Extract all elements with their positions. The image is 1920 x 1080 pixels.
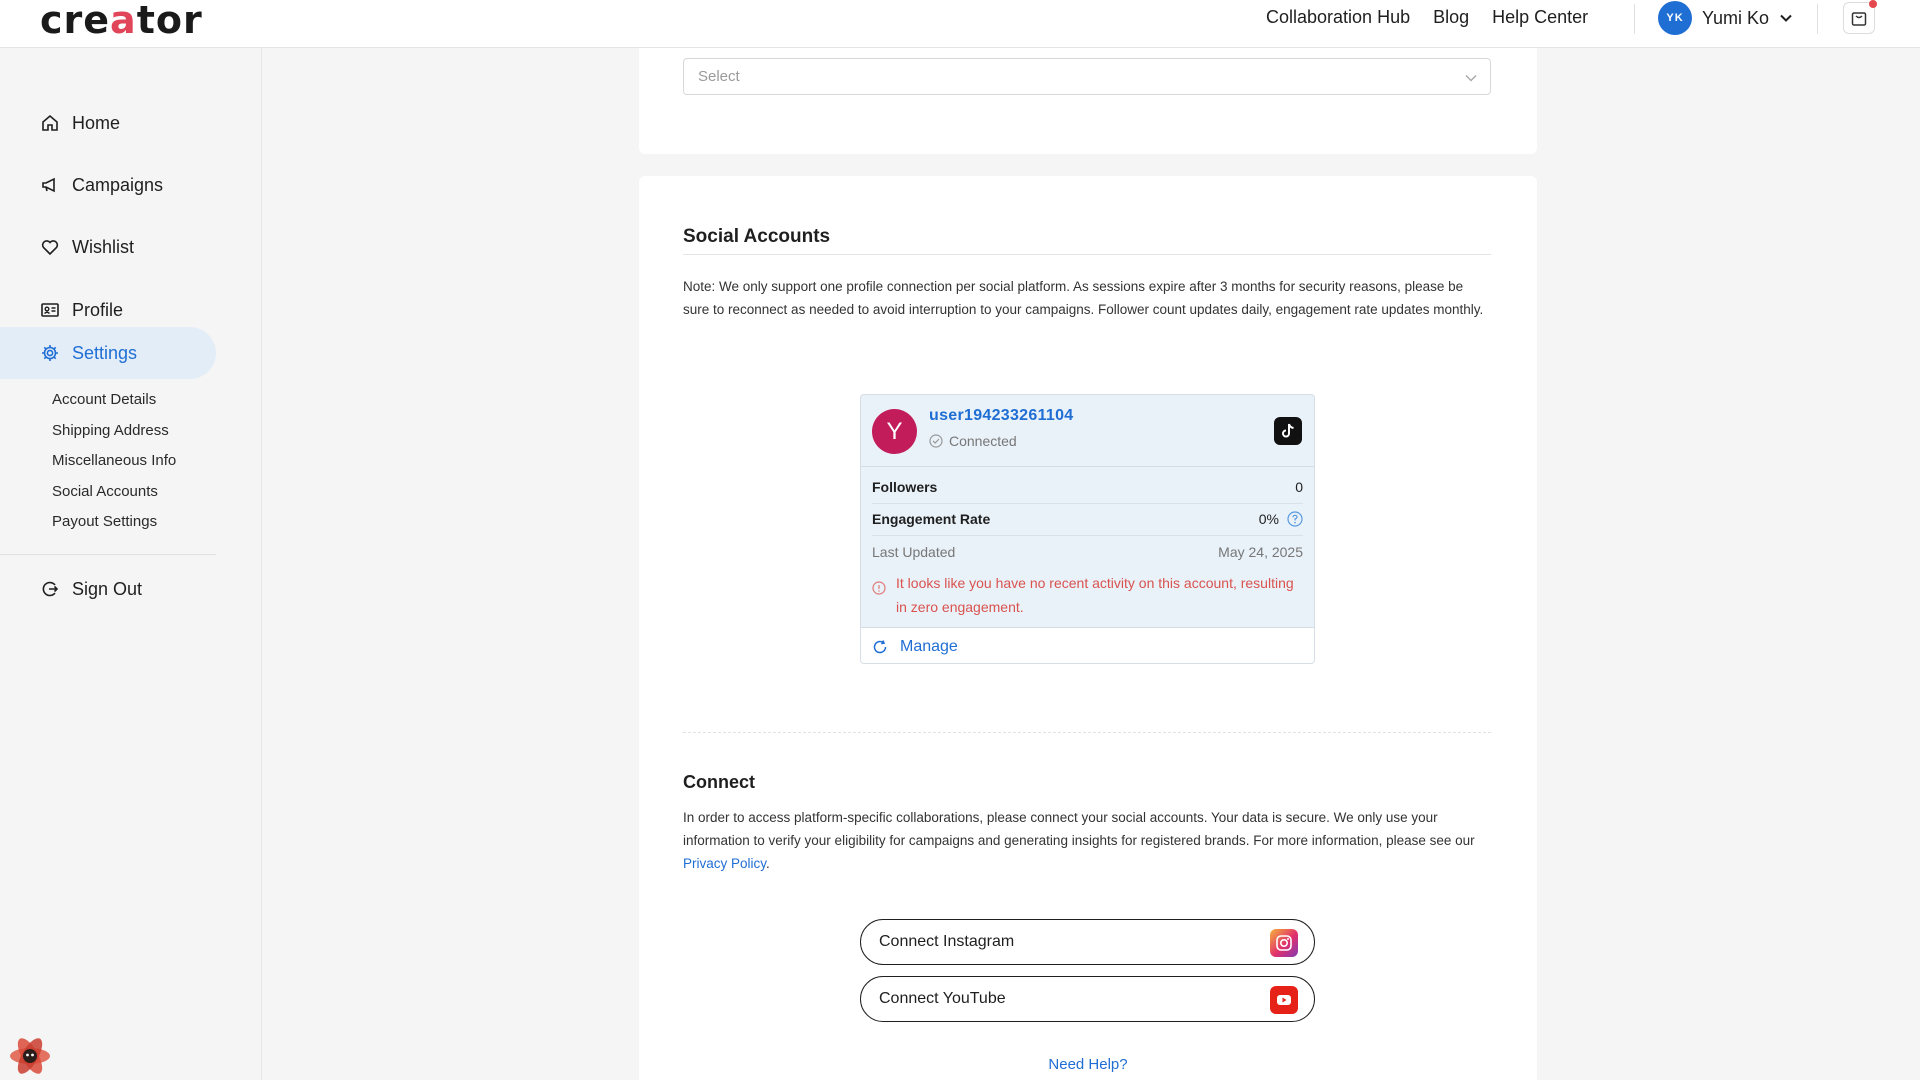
cart-button[interactable] — [1843, 2, 1875, 34]
sidebar-item-label: Campaigns — [72, 174, 164, 195]
engagement-label: Engagement Rate — [872, 511, 991, 527]
check-circle-icon — [929, 434, 943, 448]
header-divider-2 — [1817, 4, 1818, 34]
engagement-value: 0% — [1258, 511, 1279, 527]
youtube-icon — [1270, 986, 1298, 1014]
niches-select-placeholder: Select — [698, 68, 740, 85]
sidebar-item-settings[interactable] — [0, 327, 216, 379]
connected-account-card — [860, 394, 1315, 664]
connect-instagram-label: Connect Instagram — [879, 933, 1015, 950]
engagement-value-wrap — [1259, 511, 1303, 527]
connect-youtube-label: Connect YouTube — [879, 990, 1006, 1007]
nav-blog[interactable]: Blog — [1433, 6, 1470, 27]
settings-payout-settings[interactable]: Payout Settings — [52, 513, 158, 530]
header-divider — [1634, 4, 1635, 34]
top-nav — [1266, 0, 1588, 34]
sign-out-button[interactable] — [0, 563, 216, 615]
last-updated-row — [872, 536, 1303, 568]
top-bar — [0, 0, 1920, 48]
tiktok-icon — [1274, 417, 1302, 445]
sidebar-item-label: Wishlist — [72, 236, 134, 257]
social-accounts-card — [639, 176, 1537, 1080]
connect-text-period: . — [766, 856, 770, 871]
settings-account-details[interactable]: Account Details — [52, 391, 157, 408]
sign-out-icon — [40, 579, 60, 599]
assistant-bot-icon[interactable] — [6, 1036, 54, 1076]
engagement-row — [872, 503, 1303, 535]
connection-status — [929, 433, 1017, 449]
logo-text: cre — [40, 0, 111, 42]
megaphone-icon — [40, 175, 60, 195]
gear-icon — [40, 343, 60, 363]
sidebar-item-campaigns[interactable] — [0, 159, 216, 211]
sidebar-item-wishlist[interactable] — [0, 221, 216, 273]
bag-icon — [1850, 9, 1868, 27]
sign-out-label: Sign Out — [72, 578, 143, 599]
settings-shipping-address[interactable]: Shipping Address — [52, 422, 169, 439]
no-activity-warning — [872, 571, 1303, 619]
manage-label: Manage — [900, 637, 958, 655]
info-circle-icon — [872, 581, 886, 595]
last-updated-value: May 24, 2025 — [1218, 544, 1303, 560]
followers-row — [872, 471, 1303, 503]
sidebar-item-label: Settings — [72, 342, 138, 363]
connect-text — [683, 806, 1491, 875]
section-divider — [683, 254, 1491, 255]
last-updated-label: Last Updated — [872, 544, 956, 560]
connect-youtube-button[interactable] — [860, 976, 1315, 1022]
refresh-icon — [872, 639, 888, 655]
sidebar — [0, 48, 262, 1080]
connect-instagram-button[interactable] — [860, 919, 1315, 965]
chevron-down-icon — [1779, 11, 1793, 25]
account-username[interactable]: user194233261104 — [929, 407, 1074, 424]
instagram-icon — [1270, 929, 1298, 957]
notification-dot — [1869, 0, 1877, 8]
privacy-policy-link[interactable]: Privacy Policy — [683, 856, 767, 871]
logo-text-end: tor — [136, 0, 203, 42]
social-note: Note: We only support one profile connection per social platform. As sessions expire after 3 months for security reasons, please be sure to reconnect as needed to avoid interruption to your campaigns. Follower count updates daily, engagement rate updates monthly. — [683, 279, 1484, 317]
user-name: Yumi Ko — [1702, 7, 1770, 28]
need-help-link[interactable]: Need Help? — [1048, 1056, 1128, 1073]
section-divider-dashed — [683, 732, 1491, 733]
nav-help-center[interactable]: Help Center — [1492, 6, 1589, 27]
chevron-down-icon — [1464, 71, 1478, 85]
help-circle-icon[interactable] — [1287, 511, 1303, 527]
account-header — [861, 395, 1314, 467]
user-menu[interactable] — [1658, 1, 1793, 35]
id-card-icon — [40, 300, 60, 320]
niches-select[interactable] — [683, 58, 1491, 95]
heart-icon — [40, 237, 60, 257]
sidebar-item-home[interactable] — [0, 97, 216, 149]
followers-value: 0 — [1295, 479, 1303, 495]
sidebar-divider — [0, 554, 216, 555]
avatar: Y — [872, 409, 917, 454]
followers-label: Followers — [872, 479, 938, 495]
nav-collaboration-hub[interactable]: Collaboration Hub — [1266, 6, 1411, 27]
manage-button[interactable] — [861, 627, 1314, 664]
section-title: Social Accounts — [683, 226, 831, 247]
home-icon — [40, 113, 60, 133]
avatar: YK — [1658, 1, 1692, 35]
status-text: Connected — [949, 433, 1017, 449]
settings-social-accounts[interactable]: Social Accounts — [52, 483, 158, 500]
connect-text-body: In order to access platform-specific collaborations, please connect your social accounts. Your data is secure. We only use your information to verify your eligibility for campaigns and generating insights for registered brands. For more information, please see our — [683, 810, 1475, 848]
logo-accent: a — [110, 0, 137, 42]
warning-text: It looks like you have no recent activity on this account, resulting in zero engagement. — [896, 575, 1294, 615]
sidebar-item-label: Profile — [72, 299, 124, 320]
logo[interactable] — [40, 0, 203, 40]
connect-title: Connect — [683, 772, 755, 792]
sidebar-item-label: Home — [72, 112, 121, 133]
settings-miscellaneous-info[interactable]: Miscellaneous Info — [52, 452, 177, 469]
